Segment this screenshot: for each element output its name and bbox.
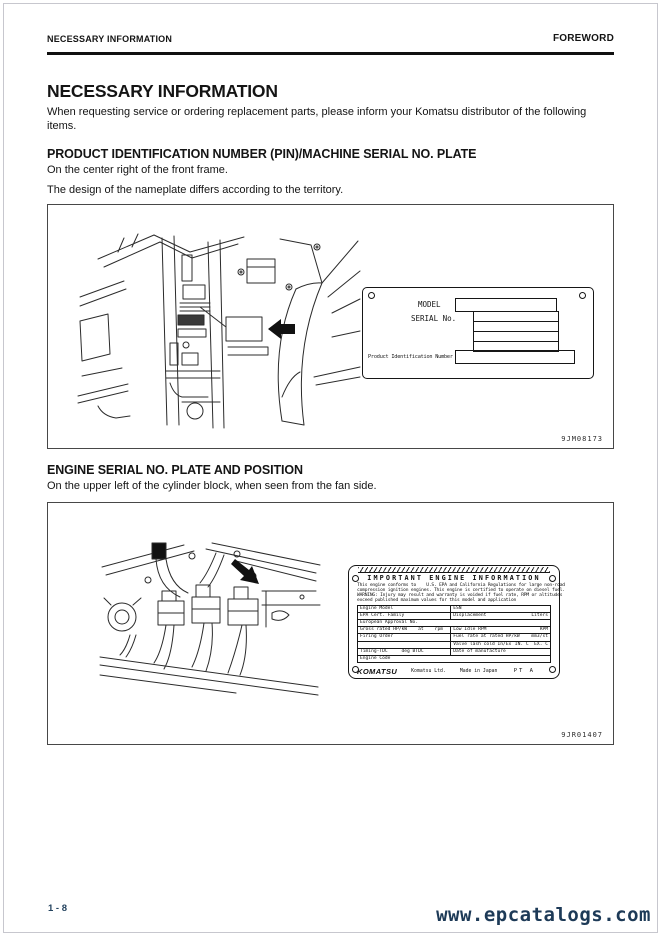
cell-unit: mm3/st (531, 634, 548, 640)
engine-plate-footer (357, 665, 551, 677)
plate-paragraph-line: This engine conforms to U.S. EPA and California Regulations for large non-road (357, 582, 565, 588)
running-header-right: FOREWORD (552, 33, 614, 44)
engine-plate-table (357, 605, 551, 664)
engine-info-plate (348, 565, 565, 679)
komatsu-logo: KOMATSU (357, 666, 398, 676)
plate-row (358, 656, 550, 663)
pin-label: Product Identification Number (368, 354, 453, 360)
plate-row (358, 649, 550, 656)
plate-code: PT A (513, 668, 535, 675)
pin-section-body-1: On the center right of the front frame. (47, 164, 228, 176)
serial-number-grid (473, 311, 559, 352)
screw-hole-icon (352, 575, 359, 582)
pin-section-body-2: The design of the nameplate differs according to the territory. (47, 183, 344, 196)
cell-left: EPA Cert. Family (358, 613, 451, 619)
plate-row (358, 642, 550, 649)
cell-left: European Approval No. (360, 620, 419, 626)
cell-right: Fuel rate at rated HP/kW (453, 634, 520, 640)
model-label: MODEL (418, 300, 441, 309)
engine-section-heading: ENGINE SERIAL NO. PLATE AND POSITION (47, 463, 303, 477)
pin-field (455, 350, 575, 364)
plate-paragraph-line: exceed published maximum values for this model and application (357, 598, 517, 604)
cell-left (358, 642, 451, 648)
cell-right: Low Idle RPM (453, 627, 487, 633)
model-field (455, 298, 557, 312)
page-number: 1 - 8 (48, 903, 68, 914)
engine-section-body-1: On the upper left of the cylinder block, when seen from the fan side. (47, 480, 377, 492)
cell-left: Gross rated HP/kW at rpm (358, 627, 451, 633)
machine-frame-drawing (70, 225, 362, 430)
pin-section-heading: PRODUCT IDENTIFICATION NUMBER (PIN)/MACHINE SERIAL NO. PLATE (47, 147, 477, 161)
intro-paragraph: When requesting service or ordering replacement parts, please inform your Komatsu distributor of the following items. (47, 106, 587, 132)
cell-unit: Liters (531, 612, 548, 618)
serial-row (474, 312, 558, 322)
cell-left: Engine Model (358, 606, 451, 612)
serial-row (474, 332, 558, 342)
origin-label: Made in Japan (459, 668, 498, 674)
screw-hole-icon (579, 292, 586, 299)
cell-unit: RPM (539, 627, 548, 633)
cell-left: Firing Order (358, 634, 451, 640)
cell-unit: IN. C EX. C (514, 641, 548, 647)
screw-hole-icon (368, 292, 375, 299)
figure-code: 9JM08173 (561, 435, 603, 443)
figure-engine-plate-location (47, 502, 614, 745)
serial-label: SERIAL No. (411, 314, 457, 323)
plate-paragraph-line: WARNING: Injury may result and warranty is voided if fuel rate, RPM or altitudes (357, 593, 563, 599)
pin-nameplate (362, 287, 594, 379)
engine-plate-title: IMPORTANT ENGINE INFORMATION (367, 573, 541, 582)
figure-code: 9JR01407 (561, 730, 603, 739)
serial-row (474, 322, 558, 332)
hatch-strip (358, 567, 550, 573)
plate-row (358, 620, 550, 627)
page-title: NECESSARY INFORMATION (47, 81, 278, 101)
cell-right: Displacement (453, 612, 487, 618)
plate-paragraph-line: compression ignition engines. This engine is certified to operate on diesel fuel. (357, 587, 565, 593)
running-header-left: NECESSARY INFORMATION (47, 34, 173, 44)
screw-hole-icon (549, 666, 556, 673)
running-header (47, 33, 614, 55)
cell-right: Date of manufacture (453, 648, 506, 654)
engine-drawing (96, 539, 322, 697)
engine-plate-paragraph (357, 582, 565, 604)
cell-left: Timing-TDC deg BTDC (358, 649, 451, 655)
plate-row (358, 606, 550, 613)
figure-pin-plate-location (47, 204, 614, 449)
plate-row (358, 627, 550, 634)
cell-right: Valve lash cold In/Ex (453, 641, 512, 647)
page-content (47, 0, 614, 745)
plate-row (358, 613, 550, 620)
cell-left: Engine Code (360, 656, 391, 661)
company-label: Komatsu Ltd. (411, 668, 446, 674)
plate-row (358, 634, 550, 641)
cell-right: ESN (453, 605, 462, 611)
screw-hole-icon (352, 666, 359, 673)
screw-hole-icon (549, 575, 556, 582)
watermark-link[interactable]: www.epcatalogs.com (436, 904, 651, 926)
